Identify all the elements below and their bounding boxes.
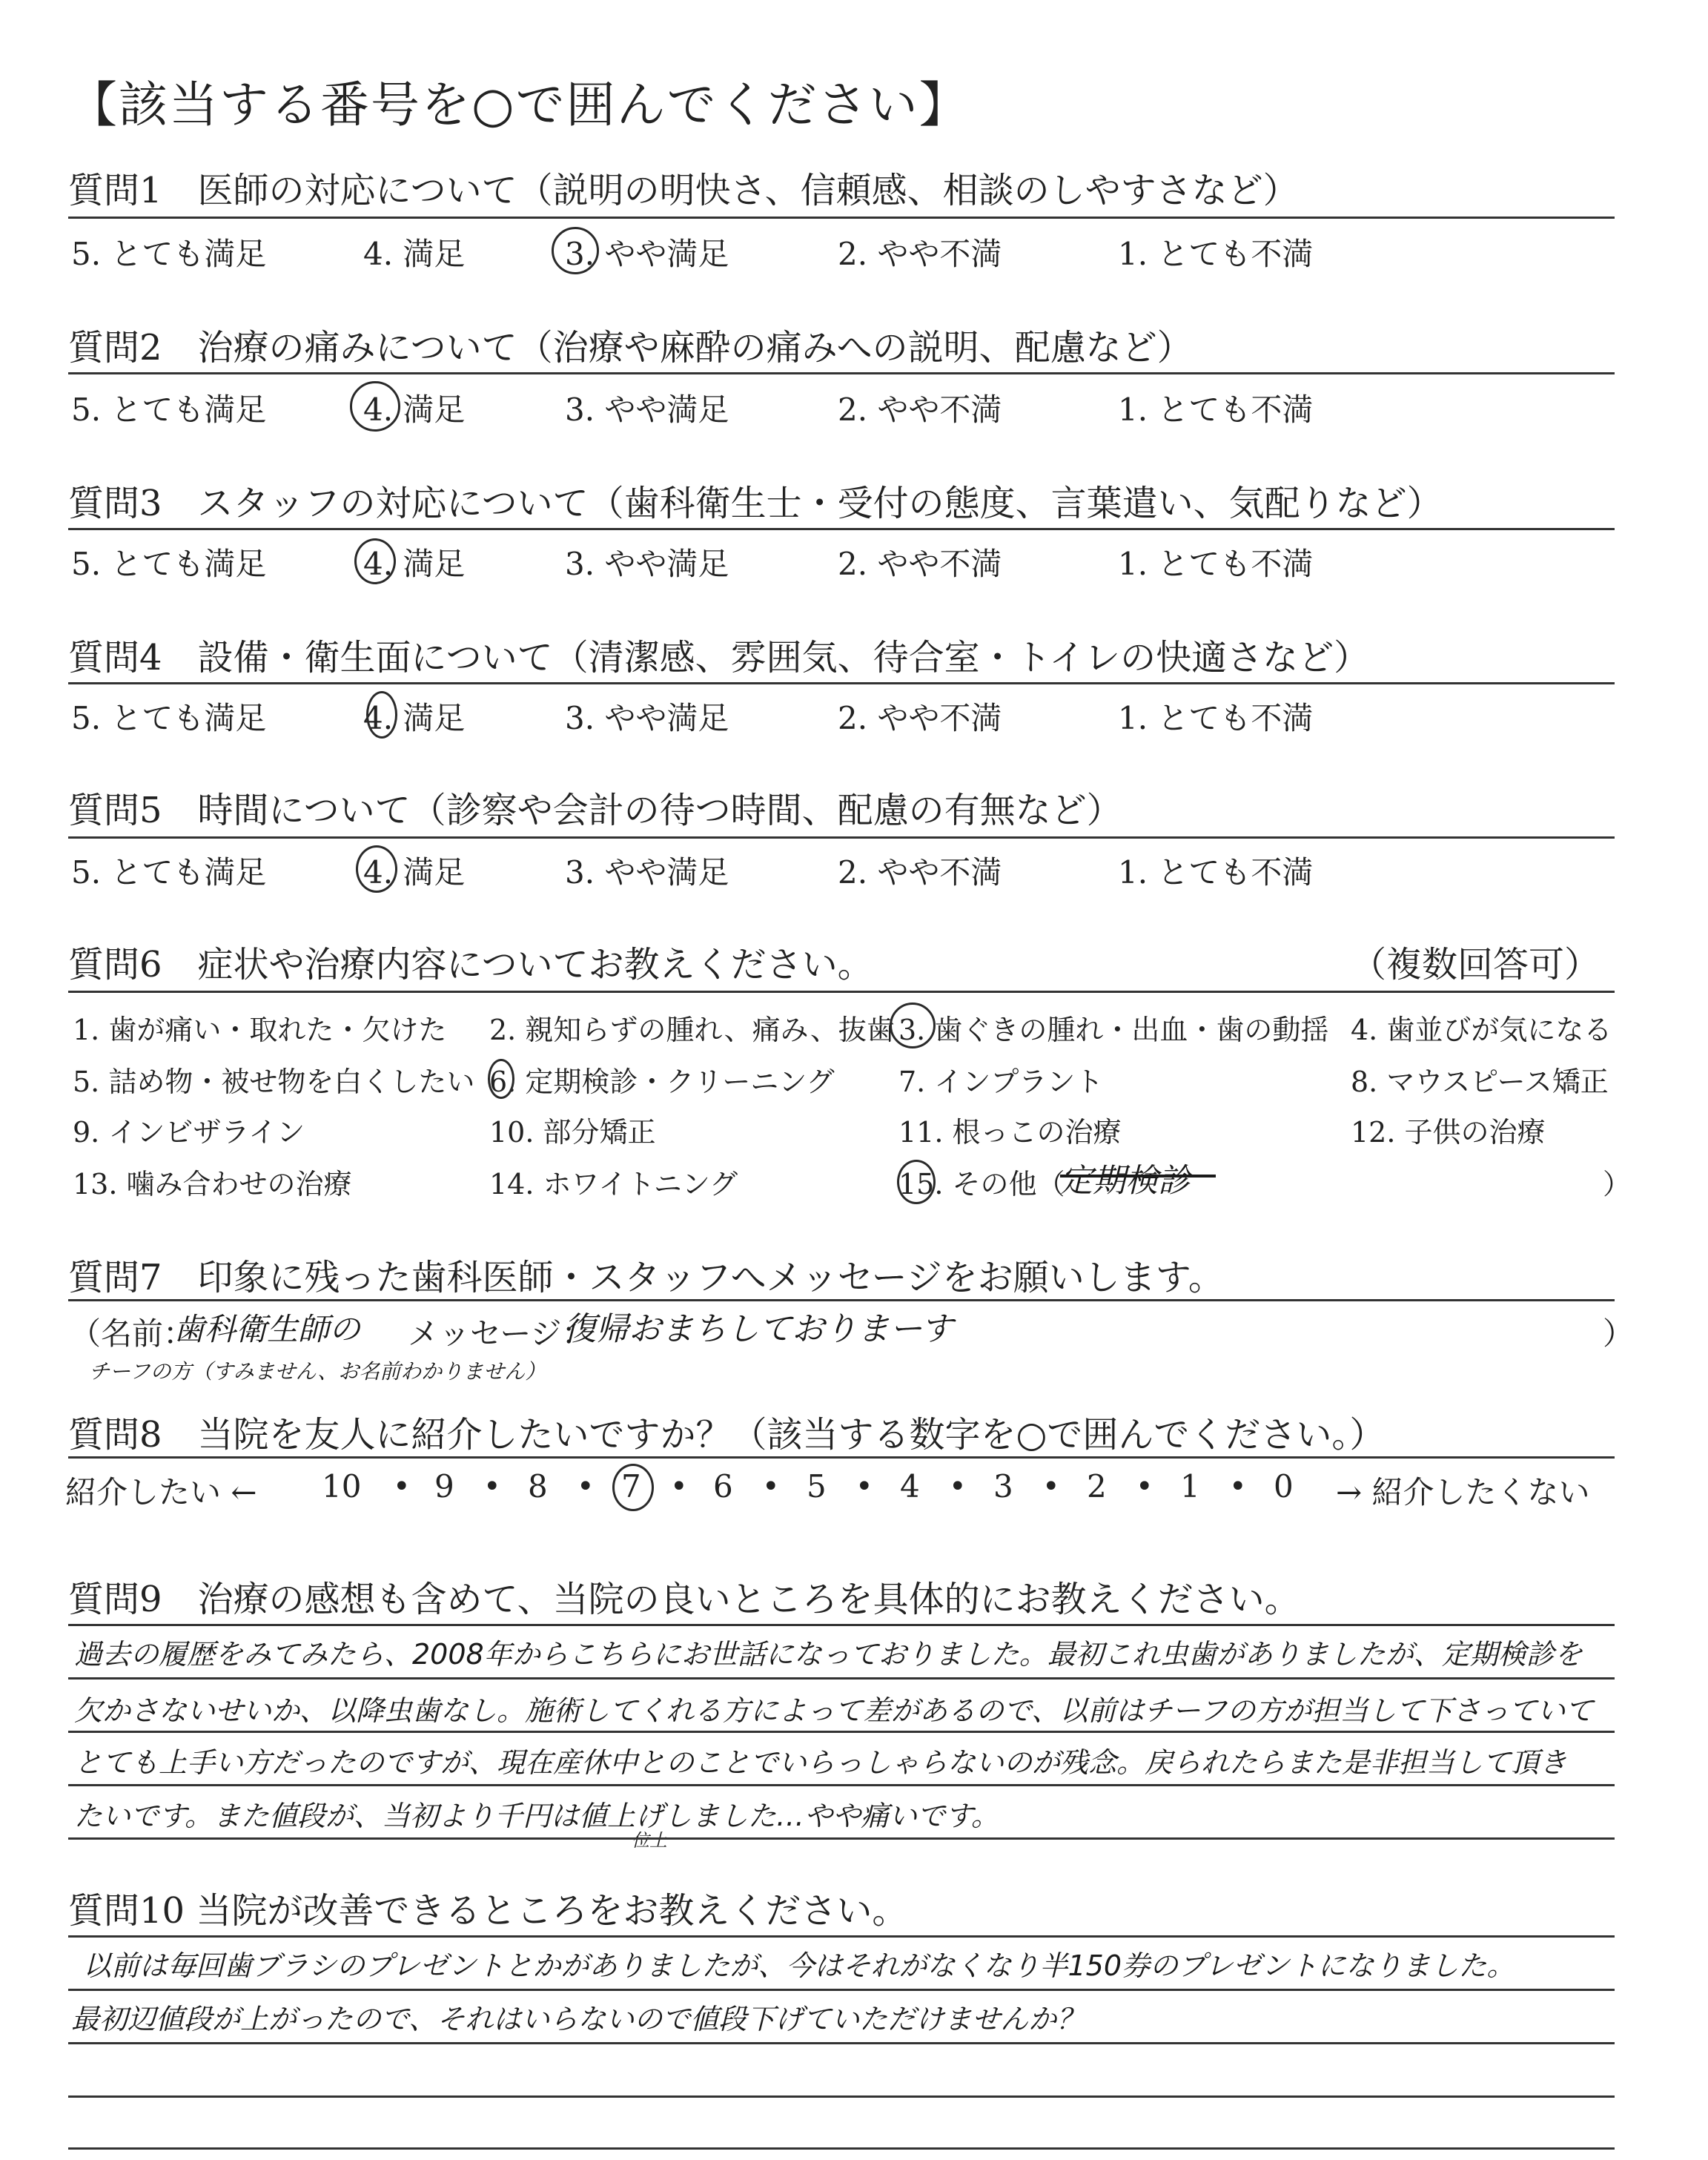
q6-rule bbox=[68, 991, 1615, 993]
q6-selected-circle-15 bbox=[897, 1160, 936, 1204]
q6-other-close: ） bbox=[1603, 1168, 1632, 1200]
q4-selected-circle bbox=[366, 691, 397, 739]
q10-rule-3 bbox=[68, 2042, 1615, 2044]
q5-title: 質問5 時間について（診察や会計の待つ時間、配慮の有無など） bbox=[68, 790, 1122, 831]
q6-other-strikethrough bbox=[1060, 1175, 1216, 1178]
q4-option-1[interactable]: 1. とても不満 bbox=[1118, 700, 1314, 736]
q6-option-14[interactable]: 14. ホワイトニング bbox=[489, 1168, 738, 1200]
q7-close: ） bbox=[1603, 1315, 1635, 1352]
q7-message-handwritten: 復帰おまちしておりまーす bbox=[563, 1310, 953, 1348]
q3-option-4[interactable]: 4. 満足 bbox=[363, 546, 466, 582]
q3-option-1[interactable]: 1. とても不満 bbox=[1118, 546, 1314, 582]
q4-rule bbox=[68, 682, 1615, 684]
q2-option-3[interactable]: 3. やや満足 bbox=[565, 392, 729, 428]
q6-option-3[interactable]: 3. 歯ぐきの腫れ・出血・歯の動揺 bbox=[898, 1014, 1329, 1046]
q1-selected-circle bbox=[552, 227, 599, 274]
q8-title: 質問8 当院を友人に紹介したいですか？（該当する数字を○で囲んでください。） bbox=[68, 1414, 1386, 1456]
q8-scale-8[interactable]: 8 bbox=[528, 1468, 548, 1505]
q2-selected-circle bbox=[350, 381, 400, 432]
q6-option-4[interactable]: 4. 歯並びが気になる bbox=[1351, 1014, 1612, 1046]
q8-selected-circle bbox=[612, 1464, 654, 1511]
q4-option-3[interactable]: 3. やや満足 bbox=[565, 700, 729, 736]
q1-option-4[interactable]: 4. 満足 bbox=[363, 236, 466, 272]
q9-answer-line-1: 過去の履歴をみてみたら、2008年からこちらにお世話になっておりました。最初これ虫歯がありましたが、定期検診を bbox=[74, 1638, 1583, 1671]
q8-separator: • bbox=[483, 1470, 501, 1504]
q6-option-7[interactable]: 7. インプラント bbox=[898, 1066, 1104, 1098]
q2-option-2[interactable]: 2. やや不満 bbox=[838, 392, 1002, 428]
q1-option-1[interactable]: 1. とても不満 bbox=[1118, 236, 1314, 272]
q4-option-2[interactable]: 2. やや不満 bbox=[838, 700, 1002, 736]
q5-selected-circle bbox=[356, 845, 397, 893]
q1-option-2[interactable]: 2. やや不満 bbox=[838, 236, 1002, 272]
q8-separator: • bbox=[1042, 1470, 1060, 1504]
q10-rule-2 bbox=[68, 1989, 1615, 1991]
q8-scale-0[interactable]: 0 bbox=[1274, 1468, 1294, 1505]
q3-option-3[interactable]: 3. やや満足 bbox=[565, 546, 729, 582]
q8-scale-1[interactable]: 1 bbox=[1180, 1468, 1200, 1505]
q2-option-1[interactable]: 1. とても不満 bbox=[1118, 392, 1314, 428]
q8-separator: • bbox=[670, 1470, 688, 1504]
q8-separator: • bbox=[949, 1470, 967, 1504]
q5-option-5[interactable]: 5. とても満足 bbox=[71, 854, 267, 891]
q8-separator: • bbox=[393, 1470, 411, 1504]
q6-option-8[interactable]: 8. マウスピース矯正 bbox=[1351, 1066, 1609, 1098]
q9-answer-line-4: たいです。また値段が、当初より千円は値上げしました…やや痛いです。 bbox=[74, 1800, 999, 1832]
q3-rule bbox=[68, 528, 1615, 530]
q9-rule-2 bbox=[68, 1677, 1615, 1680]
q3-option-5[interactable]: 5. とても満足 bbox=[71, 546, 267, 582]
q9-title: 質問9 治療の感想も含めて、当院の良いところを具体的にお教えください。 bbox=[68, 1579, 1300, 1620]
q5-option-2[interactable]: 2. やや不満 bbox=[838, 854, 1002, 891]
q4-title: 質問4 設備・衛生面について（清潔感、雰囲気、待合室・トイレの快適さなど） bbox=[68, 637, 1370, 678]
q8-left-label: 紹介したい ← bbox=[65, 1474, 257, 1510]
q5-rule bbox=[68, 836, 1615, 839]
q1-option-5[interactable]: 5. とても満足 bbox=[71, 236, 267, 272]
q3-option-2[interactable]: 2. やや不満 bbox=[838, 546, 1002, 582]
q6-option-6[interactable]: 6. 定期検診・クリーニング bbox=[489, 1066, 835, 1098]
q6-option-2[interactable]: 2. 親知らずの腫れ、痛み、抜歯 bbox=[489, 1014, 895, 1046]
q2-rule bbox=[68, 372, 1615, 374]
q8-scale-10[interactable]: 10 bbox=[322, 1468, 362, 1505]
q4-option-4[interactable]: 4. 満足 bbox=[363, 700, 466, 736]
q6-selected-circle-6 bbox=[488, 1059, 514, 1099]
q10-rule-5 bbox=[68, 2147, 1615, 2150]
q7-title: 質問7 印象に残った歯科医師・スタッフへメッセージをお願いします。 bbox=[68, 1257, 1224, 1298]
q9-insert-handwritten: 位上 bbox=[632, 1830, 667, 1851]
q10-rule-4 bbox=[68, 2095, 1615, 2098]
q10-answer-line-2: 最初辺値段が上がったので、それはいらないので値段下げていただけませんか？ bbox=[71, 2003, 1085, 2035]
q1-title: 質問1 医師の対応について（説明の明快さ、信頼感、相談のしやすさなど） bbox=[68, 170, 1299, 211]
q8-scale-3[interactable]: 3 bbox=[993, 1468, 1013, 1505]
q6-option-13[interactable]: 13. 噛み合わせの治療 bbox=[73, 1168, 352, 1200]
q6-option-9[interactable]: 9. インビザライン bbox=[73, 1116, 305, 1149]
q9-rule-5 bbox=[68, 1837, 1615, 1840]
q6-option-11[interactable]: 11. 根っこの治療 bbox=[898, 1116, 1122, 1149]
q7-message-label: メッセージ： bbox=[408, 1315, 593, 1352]
q5-option-4[interactable]: 4. 満足 bbox=[363, 854, 466, 891]
q2-option-4[interactable]: 4. 満足 bbox=[363, 392, 466, 428]
q10-rule-1 bbox=[68, 1935, 1615, 1938]
q8-separator: • bbox=[1229, 1470, 1247, 1504]
q6-option-10[interactable]: 10. 部分矯正 bbox=[489, 1116, 656, 1149]
q7-name-label: （名前： bbox=[70, 1315, 195, 1352]
q8-separator: • bbox=[577, 1470, 595, 1504]
page-heading: 【該当する番号を○で囲んでください】 bbox=[68, 76, 970, 133]
q5-option-1[interactable]: 1. とても不満 bbox=[1118, 854, 1314, 891]
q4-option-5[interactable]: 5. とても満足 bbox=[71, 700, 267, 736]
q6-title: 質問6 症状や治療内容についてお教えください。 bbox=[68, 944, 873, 985]
q9-answer-line-3: とても上手い方だったのですが、現在産休中とのことでいらっしゃらないのが残念。戻られたらまた是非担当して頂き bbox=[74, 1746, 1568, 1779]
q9-rule-4 bbox=[68, 1784, 1615, 1786]
q2-option-5[interactable]: 5. とても満足 bbox=[71, 392, 267, 428]
q5-option-3[interactable]: 3. やや満足 bbox=[565, 854, 729, 891]
q3-title: 質問3 スタッフの対応について（歯科衛生士・受付の態度、言葉遣い、気配りなど） bbox=[68, 483, 1443, 524]
q8-scale-9[interactable]: 9 bbox=[434, 1468, 454, 1505]
q2-title: 質問2 治療の痛みについて（治療や麻酔の痛みへの説明、配慮など） bbox=[68, 327, 1193, 369]
q8-right-label: → 紹介したくない bbox=[1336, 1474, 1590, 1510]
q6-other-handwritten: 定期検診 bbox=[1060, 1162, 1191, 1200]
q8-separator: • bbox=[855, 1470, 873, 1504]
q6-note: （複数回答可） bbox=[1351, 944, 1601, 985]
q8-separator: • bbox=[762, 1470, 780, 1504]
q6-option-5[interactable]: 5. 詰め物・被せ物を白くしたい bbox=[73, 1066, 475, 1098]
q10-title: 質問10 当院が改善できるところをお教えください。 bbox=[68, 1890, 908, 1932]
q8-rule bbox=[68, 1456, 1615, 1459]
q8-separator: • bbox=[1136, 1470, 1153, 1504]
q8-scale-5[interactable]: 5 bbox=[807, 1468, 827, 1505]
q6-selected-circle-3 bbox=[890, 1003, 936, 1048]
q8-scale-2[interactable]: 2 bbox=[1087, 1468, 1107, 1505]
q1-option-3[interactable]: 3. やや満足 bbox=[565, 236, 729, 272]
q8-scale-4[interactable]: 4 bbox=[900, 1468, 920, 1505]
q8-scale-6[interactable]: 6 bbox=[713, 1468, 733, 1505]
q9-rule-1 bbox=[68, 1624, 1615, 1626]
q7-sub-handwritten: チーフの方（すみません、お名前わかりません） bbox=[89, 1359, 546, 1384]
q9-rule-3 bbox=[68, 1731, 1615, 1733]
q3-selected-circle bbox=[354, 538, 396, 584]
q7-name-handwritten: 歯科衛生師の bbox=[173, 1311, 361, 1347]
q6-option-1[interactable]: 1. 歯が痛い・取れた・欠けた bbox=[73, 1014, 447, 1046]
q6-option-15[interactable]: 15. その他（ bbox=[898, 1168, 1065, 1200]
q1-rule bbox=[68, 217, 1615, 219]
q7-rule bbox=[68, 1299, 1615, 1301]
q10-answer-line-1: 以前は毎回歯ブラシのプレゼントとかがありましたが、今はそれがなくなり半150券のプレゼントになりました。 bbox=[83, 1949, 1515, 1982]
q8-scale-7[interactable]: 7 bbox=[621, 1468, 641, 1505]
q6-option-12[interactable]: 12. 子供の治療 bbox=[1351, 1116, 1546, 1149]
q9-answer-line-2: 欠かさないせいか、以降虫歯なし。施術してくれる方によって差があるので、以前はチーフの方が担当して下さっていて bbox=[74, 1694, 1594, 1727]
